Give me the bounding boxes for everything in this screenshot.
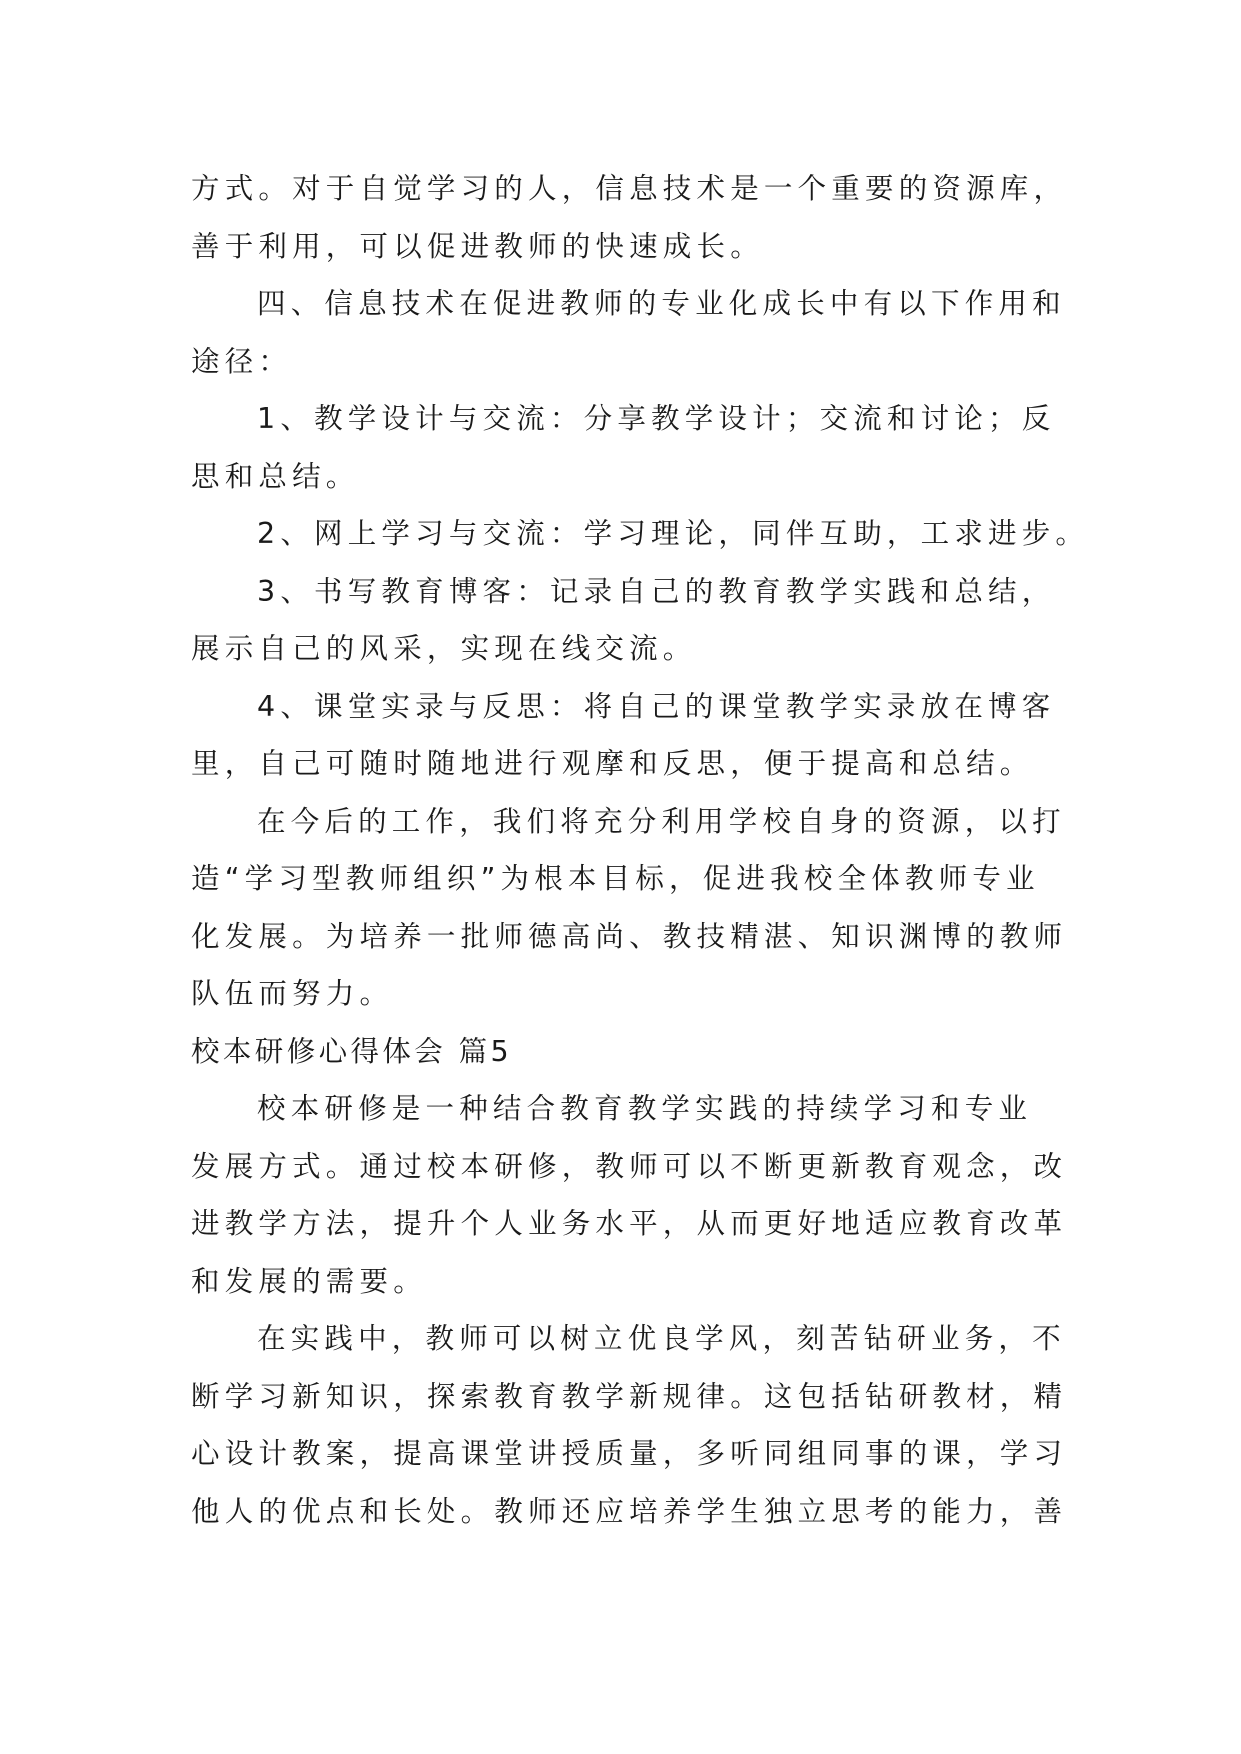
list-item-2: 2、网上学习与交流：学习理论，同伴互助，工求进步。 xyxy=(257,517,1090,550)
text-line: 队伍而努力。 xyxy=(191,977,394,1010)
text-line: 展示自己的风采，实现在线交流。 xyxy=(191,632,697,665)
text-line: 四、信息技术在促进教师的专业化成长中有以下作用和 xyxy=(257,287,1066,320)
text-line: 断学习新知识，探索教育教学新规律。这包括钻研教材，精 xyxy=(191,1379,1068,1413)
section-heading: 校本研修心得体会 篇5 xyxy=(191,1034,513,1068)
text-line: 进教学方法，提升个人业务水平，从而更好地适应教育改革 xyxy=(191,1207,1068,1240)
document-body xyxy=(191,160,1090,1540)
text-line: 心设计教案，提高课堂讲授质量，多听同组同事的课，学习 xyxy=(191,1437,1068,1470)
text-line: 和发展的需要。 xyxy=(191,1264,427,1298)
text-line: 途径： xyxy=(191,344,293,378)
text-line: 里，自己可随时随地进行观摩和反思，便于提高和总结。 xyxy=(191,747,1034,780)
text-line: 化发展。为培养一批师德高尚、教技精湛、知识渊博的教师 xyxy=(191,919,1068,953)
text-line: 造“学习型教师组织”为根本目标，促进我校全体教师专业 xyxy=(191,862,1040,895)
text-line: 校本研修是一种结合教育教学实践的持续学习和专业 xyxy=(257,1092,1033,1125)
list-item-1: 1、教学设计与交流：分享教学设计；交流和讨论；反 xyxy=(257,402,1056,435)
text-line: 发展方式。通过校本研修，教师可以不断更新教育观念，改 xyxy=(191,1149,1068,1183)
list-item-4: 4、课堂实录与反思：将自己的课堂教学实录放在博客 xyxy=(257,689,1056,723)
text-line: 方式。对于自觉学习的人，信息技术是一个重要的资源库， xyxy=(191,172,1068,205)
text-line: 善于利用，可以促进教师的快速成长。 xyxy=(191,229,764,263)
text-line: 思和总结。 xyxy=(191,459,360,493)
text-line: 在今后的工作，我们将充分利用学校自身的资源，以打 xyxy=(257,804,1066,838)
text-line: 在实践中，教师可以树立优良学风，刻苦钻研业务，不 xyxy=(257,1322,1066,1355)
list-item-3: 3、书写教育博客：记录自己的教育教学实践和总结， xyxy=(257,574,1056,608)
text-line: 他人的优点和长处。教师还应培养学生独立思考的能力，善 xyxy=(191,1494,1068,1528)
